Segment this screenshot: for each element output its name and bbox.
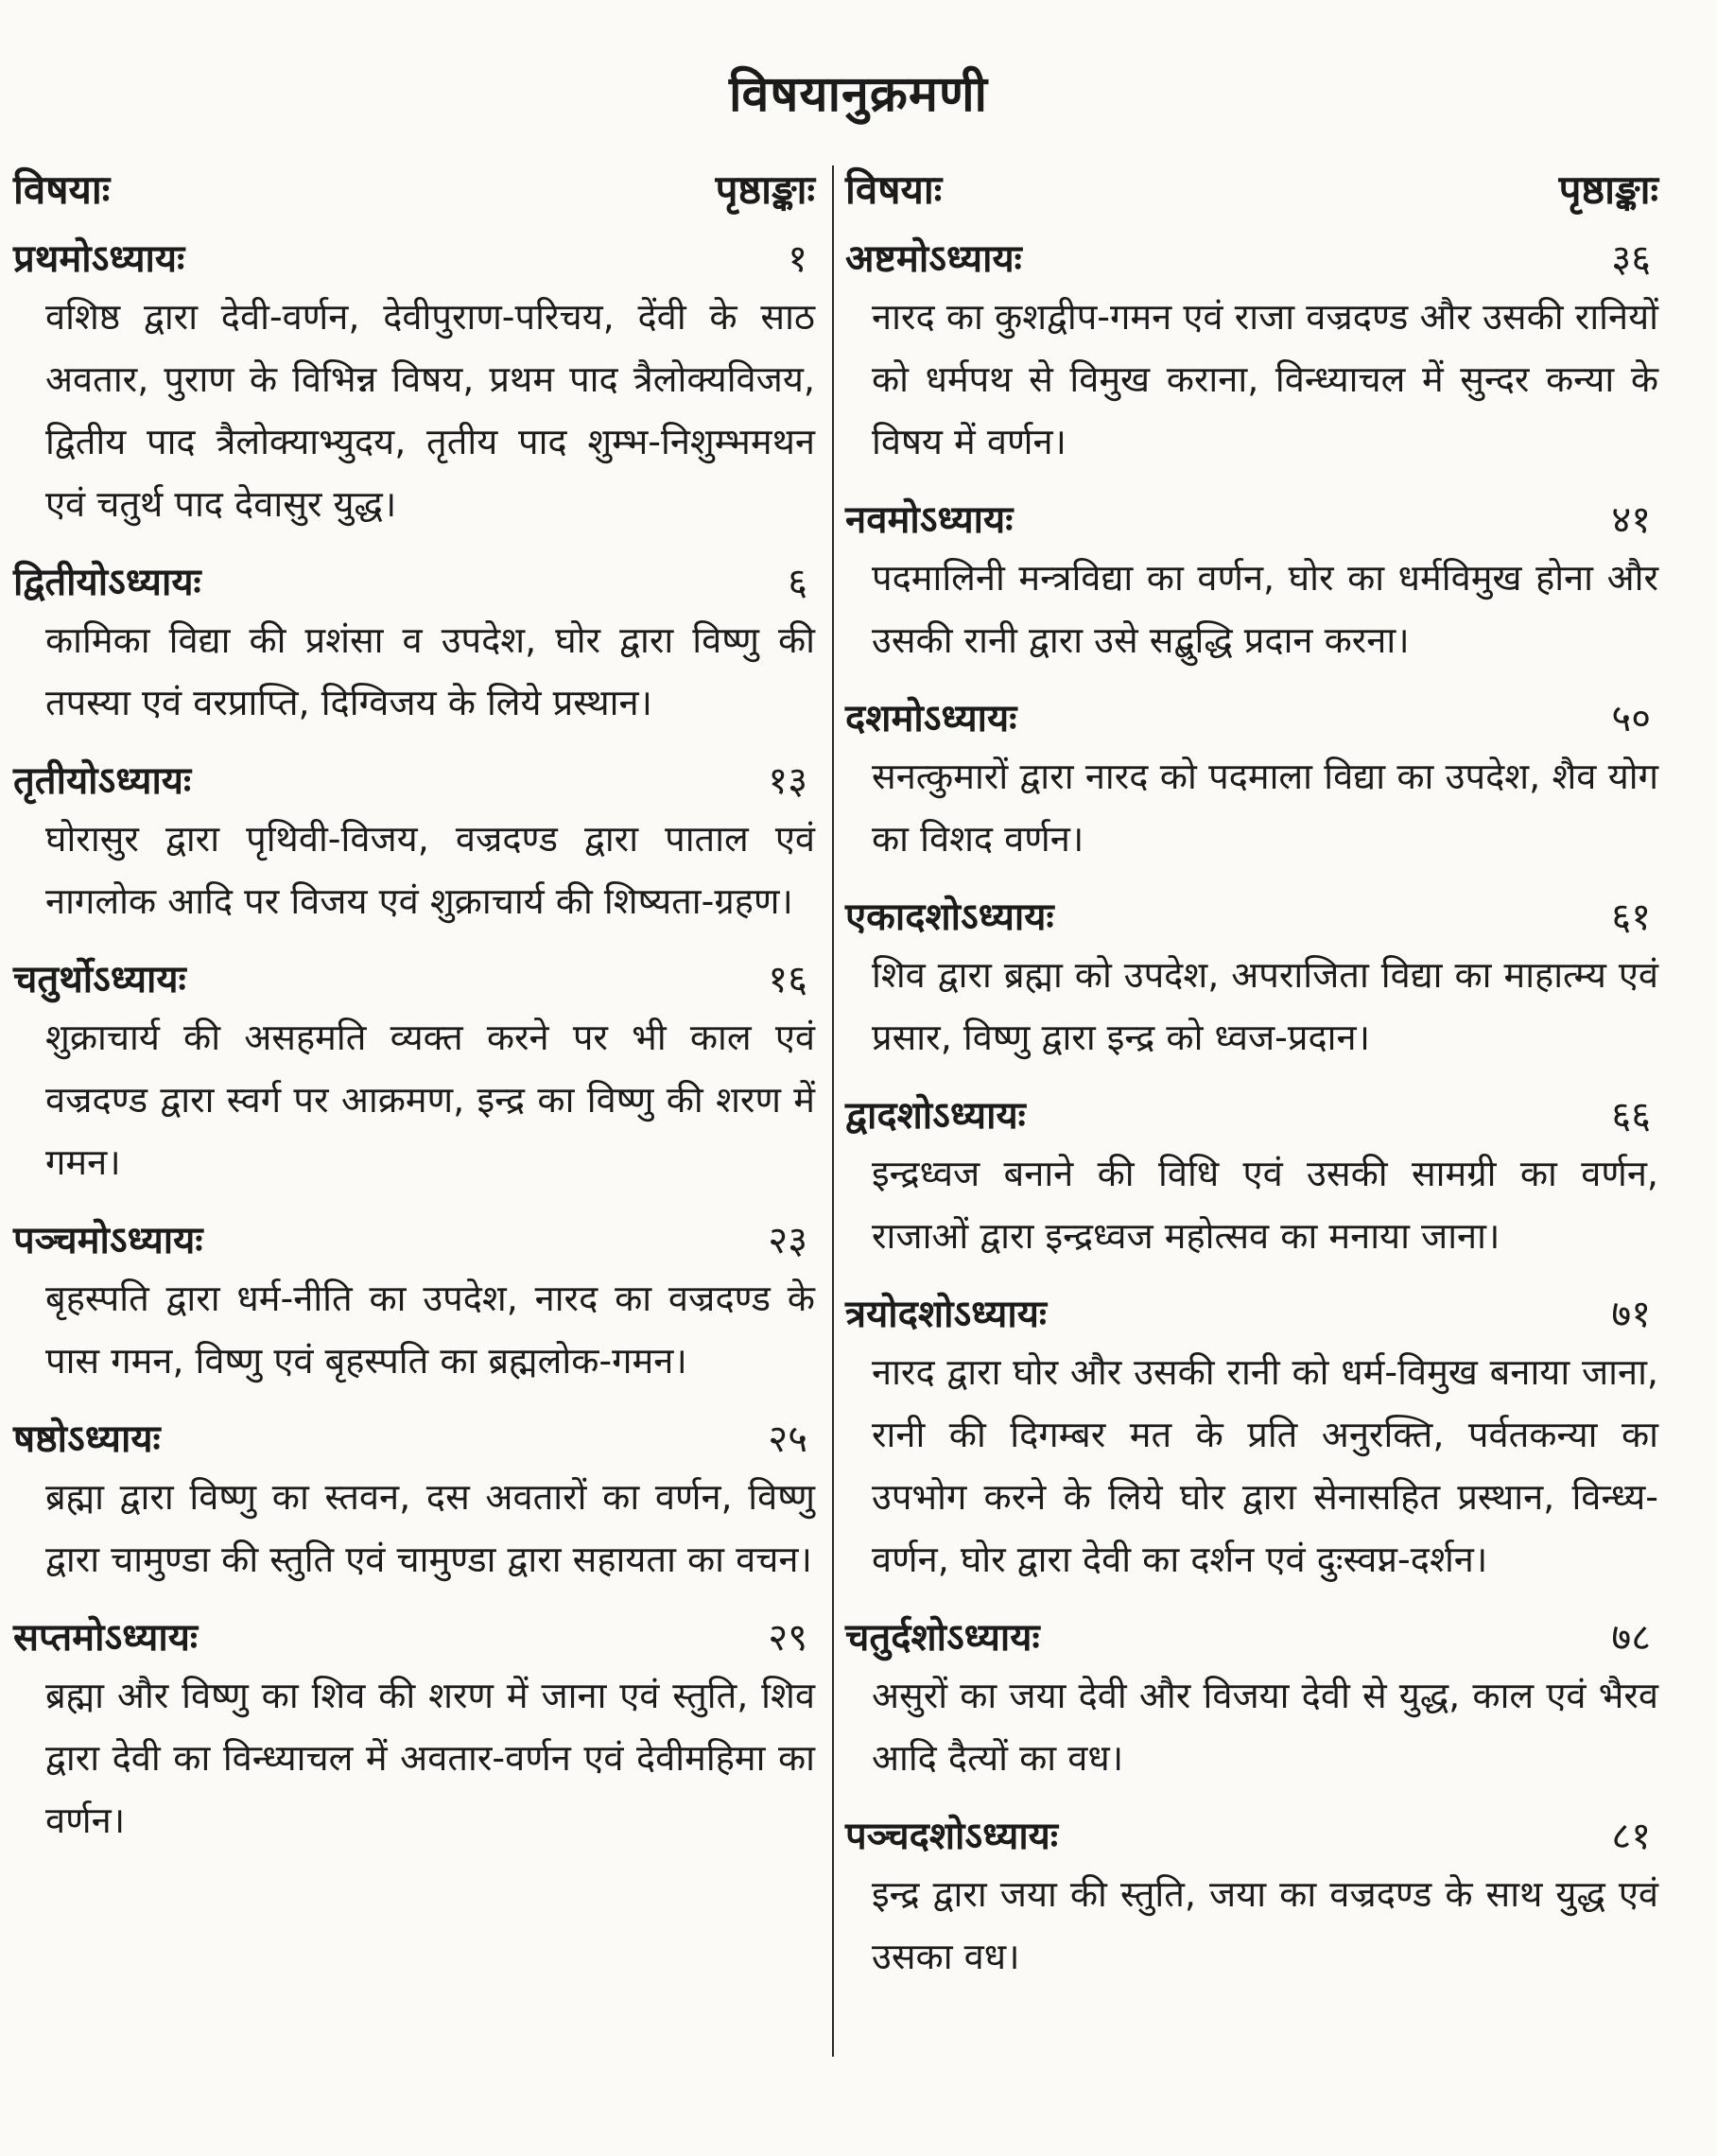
chapter-page-number: १३ <box>768 759 807 803</box>
chapter-page-number: ८१ <box>1611 1815 1651 1858</box>
chapter-page-number: ६६ <box>1611 1094 1651 1138</box>
chapter-page-number: ७१ <box>1611 1293 1651 1336</box>
chapter-entry-1 <box>13 233 815 535</box>
chapter-entry-7 <box>13 1611 815 1852</box>
chapter-title: एकादशोऽध्यायः <box>845 895 1054 939</box>
chapter-title: पञ्चमोऽध्यायः <box>13 1219 203 1262</box>
column-header <box>845 161 1658 219</box>
subject-heading: विषयाः <box>13 166 111 213</box>
chapter-description: ब्रह्मा द्वारा विष्णु का स्तवन, दस अवतारों का वर्णन, विष्णु द्वारा चामुण्डा की स्तुति एवं चामुण्डा द्वारा सहायता का वचन। <box>45 1476 815 1580</box>
chapter-page-number: ५० <box>1611 697 1651 740</box>
chapter-page-number: २३ <box>768 1219 807 1262</box>
chapter-title: द्वितीयोऽध्यायः <box>13 561 201 604</box>
chapter-entry-13 <box>845 1288 1658 1591</box>
chapter-entry-6 <box>13 1413 815 1591</box>
chapter-entry-5 <box>13 1214 815 1392</box>
chapter-description: इन्द्रध्वज बनाने की विधि एवं उसकी सामग्री का वर्णन, राजाओं द्वारा इन्द्रध्वज महोत्सव का मनाया जाना। <box>872 1153 1658 1257</box>
chapter-description: नारद का कुशद्वीप-गमन एवं राजा वज्रदण्ड और उसकी रानियों को धर्मपथ से विमुख कराना, विन्ध्याचल में सुन्दर कन्या के विषय में वर्णन। <box>872 296 1658 462</box>
chapter-title: चतुर्दशोऽध्यायः <box>845 1616 1040 1660</box>
chapter-title: नवमोऽध्यायः <box>845 498 1014 542</box>
page-number-heading: पृष्ठाङ्काः <box>715 166 815 213</box>
chapter-entry-9 <box>845 494 1658 671</box>
chapter-title: पञ्चदशोऽध्यायः <box>845 1815 1058 1858</box>
chapter-title: सप्तमोऽध्यायः <box>13 1616 198 1660</box>
chapter-entry-2 <box>13 556 815 734</box>
chapter-description: शुक्राचार्य की असहमति व्यक्त करने पर भी काल एवं वज्रदण्ड द्वारा स्वर्ग पर आक्रमण, इन्द्र का विष्णु की शरण में गमन। <box>45 1017 815 1183</box>
chapter-entry-3 <box>13 755 815 932</box>
toc-column-left <box>13 161 815 1872</box>
chapter-description: पदमालिनी मन्त्रविद्या का वर्णन, घोर का धर्मविमुख होना और उसकी रानी द्वारा उसे सद्बुद्धि प्रदान करना। <box>872 557 1658 661</box>
chapter-title: षष्ठोऽध्यायः <box>13 1417 161 1461</box>
chapter-page-number: ४१ <box>1611 498 1651 542</box>
chapter-entry-12 <box>845 1089 1658 1267</box>
chapter-entry-15 <box>845 1810 1658 1988</box>
chapter-description: वशिष्ठ द्वारा देवी-वर्णन, देवीपुराण-परिचय, देंवी के साठ अवतार, पुराण के विभिन्न विषय, प्रथम पाद त्रैलोक्यविजय, द्वितीय पाद त्रैलोक्याभ्युदय, तृतीय पाद शुम्भ-निशुम्भमथन एवं चतुर्थ पाद देवासुर युद्ध। <box>45 296 815 525</box>
chapter-title: त्रयोदशोऽध्यायः <box>845 1293 1047 1336</box>
page-title: विषयानुक्रमणी <box>728 66 989 123</box>
chapter-description: नारद द्वारा घोर और उसकी रानी को धर्म-विमुख बनाया जाना, रानी की दिगम्बर मत के प्रति अनुरक्ति, पर्वतकन्या का उपभोग करने के लिये घोर द्वारा सेनासहित प्रस्थान, विन्ध्य-वर्णन, घोर द्वारा देवी का दर्शन एवं दुःस्वप्न-दर्शन। <box>872 1351 1658 1580</box>
chapter-title: चतुर्थोऽध्यायः <box>13 958 186 1001</box>
chapter-entry-4 <box>13 953 815 1193</box>
toc-column-right <box>845 161 1658 2008</box>
chapter-description: कामिका विद्या की प्रशंसा व उपदेश, घोर द्वारा विष्णु की तपस्या एवं वरप्राप्ति, दिग्विजय के लिये प्रस्थान। <box>45 619 815 723</box>
chapter-description: बृहस्पति द्वारा धर्म-नीति का उपदेश, नारद का वज्रदण्ड के पास गमन, विष्णु एवं बृहस्पति का ब्रह्मलोक-गमन। <box>45 1278 815 1382</box>
chapter-page-number: १ <box>788 237 807 281</box>
chapter-entry-10 <box>845 692 1658 870</box>
subject-heading: विषयाः <box>845 166 943 213</box>
chapter-description: सनत्कुमारों द्वारा नारद को पदमाला विद्या का उपदेश, शैव योग का विशद वर्णन। <box>872 756 1658 860</box>
chapter-description: घोरासुर द्वारा पृथिवी-विजय, वज्रदण्ड द्वारा पाताल एवं नागलोक आदि पर विजय एवं शुक्राचार्य की शिष्यता-ग्रहण। <box>45 818 815 922</box>
column-header <box>13 161 815 219</box>
chapter-page-number: ३६ <box>1611 237 1651 281</box>
chapter-page-number: १६ <box>768 958 807 1001</box>
chapter-title: दशमोऽध्यायः <box>845 697 1017 740</box>
chapter-entry-11 <box>845 891 1658 1069</box>
chapter-description: असुरों का जया देवी और विजया देवी से युद्ध, काल एवं भैरव आदि दैत्यों का वध। <box>872 1675 1658 1779</box>
chapter-page-number: ६१ <box>1611 895 1651 939</box>
chapter-entry-8 <box>845 233 1658 473</box>
chapter-description: इन्द्र द्वारा जया की स्तुति, जया का वज्रदण्ड के साथ युद्ध एवं उसका वध। <box>872 1873 1658 1977</box>
chapter-description: ब्रह्मा और विष्णु का शिव की शरण में जाना एवं स्तुति, शिव द्वारा देवी का विन्ध्याचल में अवतार-वर्णन एवं देवीमहिमा का वर्णन। <box>45 1675 815 1841</box>
chapter-page-number: २५ <box>768 1417 807 1461</box>
chapter-entry-14 <box>845 1611 1658 1789</box>
chapter-page-number: ६ <box>788 561 807 604</box>
column-divider <box>832 165 834 2057</box>
chapter-page-number: २९ <box>768 1616 807 1660</box>
chapter-title: अष्टमोऽध्यायः <box>845 237 1022 281</box>
page-number-heading: पृष्ठाङ्काः <box>1558 166 1658 213</box>
chapter-description: शिव द्वारा ब्रह्मा को उपदेश, अपराजिता विद्या का माहात्म्य एवं प्रसार, विष्णु द्वारा इन्द्र को ध्वज-प्रदान। <box>872 954 1658 1058</box>
chapter-page-number: ७८ <box>1611 1616 1651 1660</box>
chapter-title: तृतीयोऽध्यायः <box>13 759 192 803</box>
chapter-title: द्वादशोऽध्यायः <box>845 1094 1026 1138</box>
chapter-title: प्रथमोऽध्यायः <box>13 237 185 281</box>
